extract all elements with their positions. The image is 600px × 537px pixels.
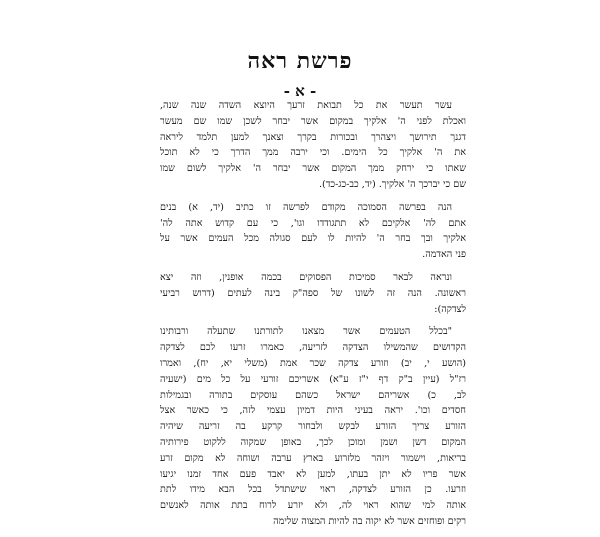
text-line: אשר פריו לא יתן בעתו, למען לא יאבד פעם אחד זמנו יגיעו (160, 468, 466, 480)
text-line: שאתו כי ירחק ממך המקום אשר יבחר ה' אלקיך לשום שמו (160, 163, 466, 175)
paragraph (160, 200, 466, 263)
text-line: (הושע י, יב) וזורע צדקה שכר אמת (משלי יא, יח), ואמרו (160, 357, 466, 369)
text-line: לצדקה): (434, 303, 466, 315)
text-line: שם כי יברכך ה' אלקיך. (יד, כב-כג-כד). (318, 178, 466, 190)
text-line: הקדושים שהמשילו הצדקה לזריעה, כאמרו זרעו לכם לצדקה (160, 342, 466, 354)
text-line: עשר תעשר את כל תבואת זרעך היוצא השדה שנה שנה, (160, 100, 452, 111)
text-line: הזורע צריך הזורע לבקש ולבחור קרקע בה זריעה שיהיה (160, 421, 466, 433)
text-line: בריאות, וישמור ויזהר מלזרוע בארץ ערבה ושוחה לא מקום זרע (160, 452, 466, 464)
text-line: רז"ל (עיין ב"ק דף י"ז ע"א) אשריכם זורעי על כל מים (ישעיה (160, 373, 466, 385)
text-line: ונראה לבאר סמיכות הפסוקים בכמה אופנין, וזה יצא (160, 271, 452, 283)
text-line: "בכלל הטעמים אשר מצאנו לתורתנו שתעלה ורבותינו (160, 326, 452, 338)
text-line: אלקיך ובך בחר ה' להיות לו לעם סגולה מכל העמים אשר על (160, 233, 466, 245)
body-text (160, 98, 466, 537)
text-line: ואכלת לפני ה' אלקיך במקום אשר יבחר לשכן שמו שם מעשר (160, 115, 466, 127)
text-line: דגנך תירושך ויצהרך ובכורות בקרך וצאנך למען תלמד ליראה (160, 131, 466, 143)
section-marker: - א - (283, 82, 317, 100)
paragraph (160, 270, 466, 317)
text-line: הנה בפרשה הסמוכה מקודם לפרשה זו כתיב (יד, א) בנים (160, 201, 452, 213)
text-line: פני האדמה. (422, 249, 466, 261)
paragraph (160, 98, 466, 193)
text-line: רקים ופוחזים אשר לא יקוה בה להיות המצוה שלימה (273, 515, 466, 527)
text-line: ראשונה. הנה זה לשונו של ספה"ק בינה לעתים (דרוש רביעי (160, 287, 466, 299)
text-line: המקום דשן ושמן ומוכן לכך, באופן שמקוה ללקוט פירותיה (160, 436, 466, 448)
text-line: לב, כ) אשריהם ישראל כשהם עוסקים בתורה ובגמילות (160, 389, 466, 401)
text-line: וזרעו. כן הזורע לצדקה, ראוי שישתדל בכל הבא מידו לתת (160, 484, 466, 496)
text-line: אתם לה' אלקיכם לא תתגודדו וגו', כי עם קדוש אתה לה' (160, 217, 466, 229)
text-line: אותה למי שהוא ראוי לה, ולא יזרע לרוח בתת אותה לאנשים (160, 500, 466, 512)
text-line: חסדים וכו'. יראה בעיני היות דמיון עצמי לזה, כי כאשר אצל (160, 405, 466, 417)
paragraph (160, 324, 466, 529)
chapter-title: פרשת ראה (247, 48, 353, 74)
text-line: את ה' אלקיך כל הימים. וכי ירבה ממך הדרך כי לא תוכל (160, 147, 466, 159)
